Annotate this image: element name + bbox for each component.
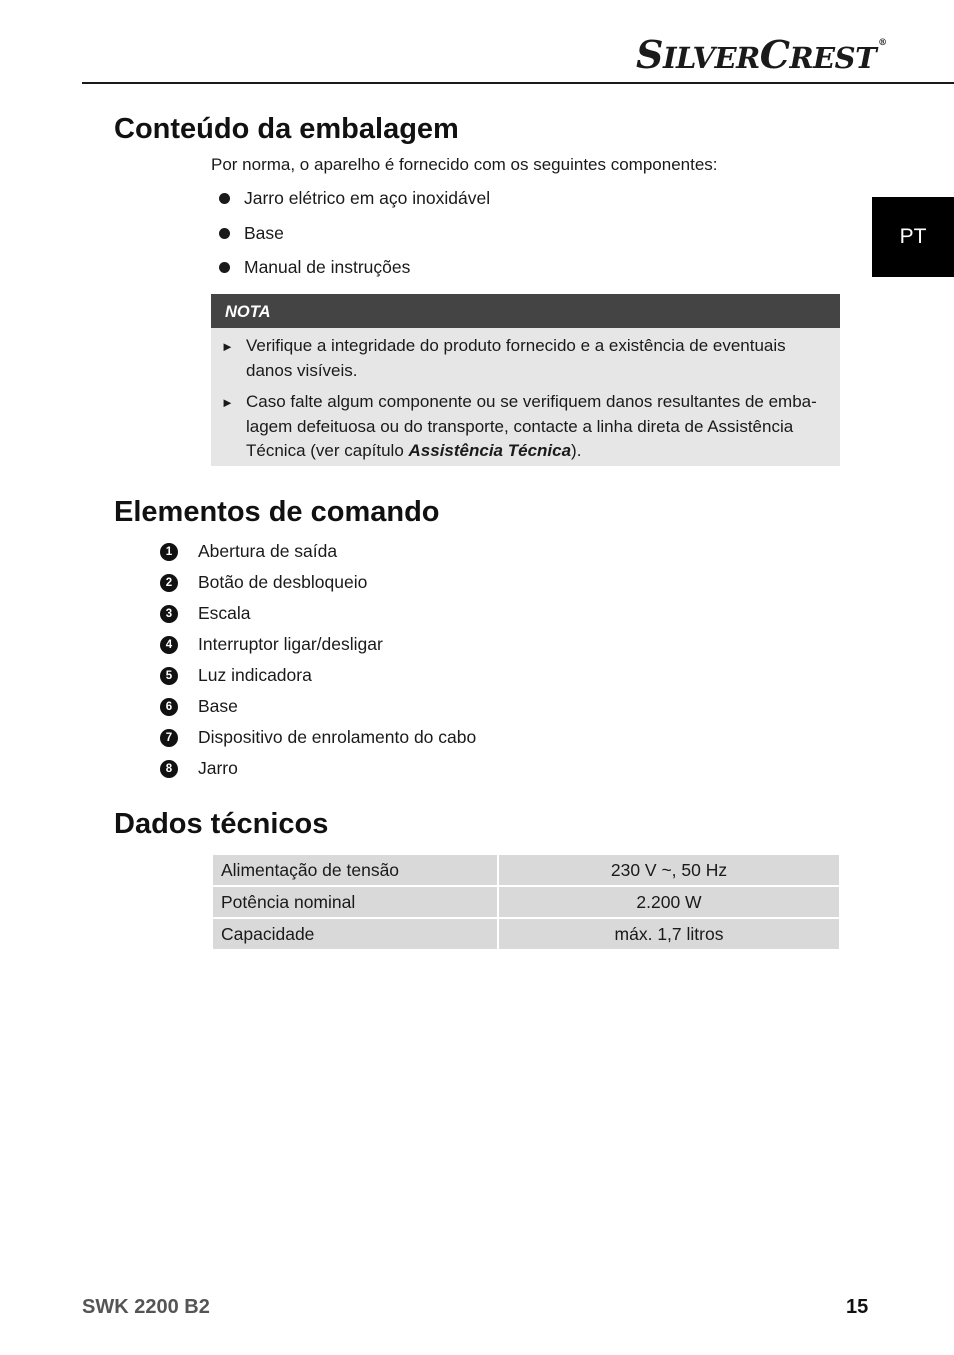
table-cell-value: 230 V ~, 50 Hz [499, 855, 839, 885]
arrow-right-icon: ► [221, 395, 234, 410]
note-title: NOTA [211, 294, 840, 328]
brand-logo: SILVERCREST ® [636, 32, 887, 77]
language-tab: PT [872, 197, 954, 277]
list-item: Manual de instruções [218, 257, 490, 292]
number-badge: 1 [160, 543, 178, 561]
number-badge: 3 [160, 605, 178, 623]
table-cell-label: Alimentação de tensão [213, 855, 497, 885]
table-cell-label: Capacidade [213, 919, 497, 949]
list-item: 2 Botão de desbloqueio [160, 567, 476, 598]
number-badge: 2 [160, 574, 178, 592]
list-item: Jarro elétrico em aço inoxidável [218, 188, 490, 223]
table-row [213, 919, 839, 949]
arrow-right-icon: ► [221, 339, 234, 354]
table-row [213, 855, 839, 885]
header-divider [82, 82, 954, 84]
controls-list [160, 536, 476, 784]
list-item: 4 Interruptor ligar/desligar [160, 629, 476, 660]
list-item: 5 Luz indicadora [160, 660, 476, 691]
technical-data-table [211, 853, 841, 951]
table-cell-value: máx. 1,7 litros [499, 919, 839, 949]
cross-reference: Assistência Técnica [408, 441, 572, 460]
bullet-icon [219, 193, 230, 204]
list-item: 1 Abertura de saída [160, 536, 476, 567]
list-item: 3 Escala [160, 598, 476, 629]
list-item: 6 Base [160, 691, 476, 722]
section-title-package-contents: Conteúdo da embalagem [114, 113, 459, 145]
table-cell-value: 2.200 W [499, 887, 839, 917]
package-contents-list [218, 188, 490, 292]
page-number: 15 [846, 1296, 869, 1318]
list-item: 7 Dispositivo de enrolamento do cabo [160, 722, 476, 753]
bullet-icon [219, 228, 230, 239]
number-badge: 8 [160, 760, 178, 778]
list-item: 8 Jarro [160, 753, 476, 784]
footer-model-number: SWK 2200 B2 [82, 1296, 210, 1318]
note-item: ► Caso falte algum componente ou se verifiquem danos resultantes de emba-lagem defeituosa ou do transporte, contacte a linha direta de Assistência Técnica (ver capítulo Assistência Técnica). [221, 390, 833, 464]
package-intro-text: Por norma, o aparelho é fornecido com os seguintes componentes: [211, 155, 718, 174]
table-row [213, 887, 839, 917]
section-title-technical-data: Dados técnicos [114, 808, 329, 840]
number-badge: 5 [160, 667, 178, 685]
note-box [211, 294, 840, 466]
bullet-icon [219, 262, 230, 273]
list-item: Base [218, 223, 490, 258]
number-badge: 7 [160, 729, 178, 747]
number-badge: 4 [160, 636, 178, 654]
table-cell-label: Potência nominal [213, 887, 497, 917]
section-title-controls: Elementos de comando [114, 496, 440, 528]
number-badge: 6 [160, 698, 178, 716]
note-item: ► Verifique a integridade do produto fornecido e a existência de eventuais danos visíveis. [221, 334, 833, 383]
